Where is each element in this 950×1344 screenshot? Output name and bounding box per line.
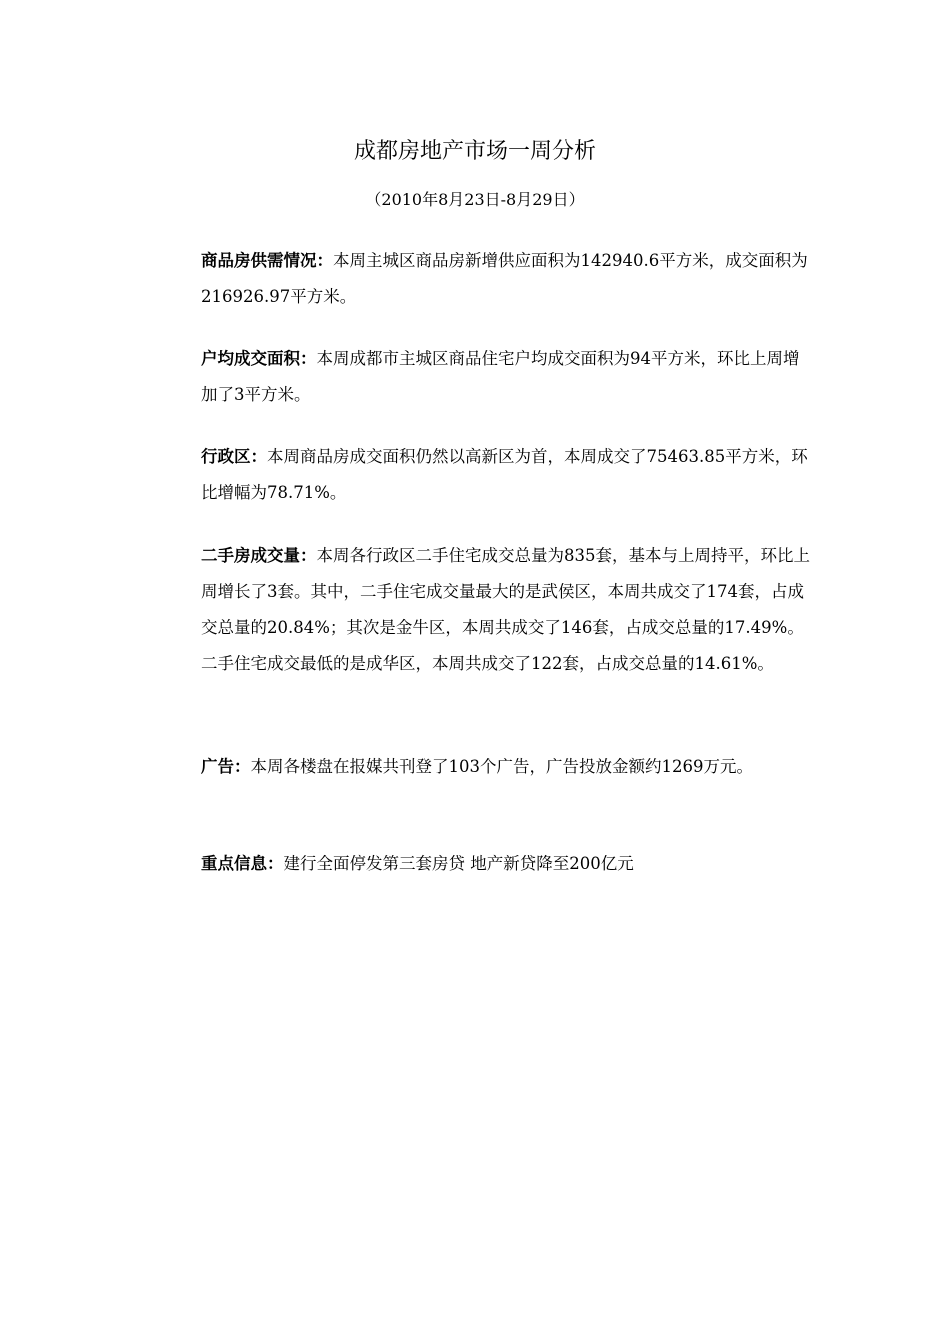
section-text: 本周商品房成交面积仍然以高新区为首，本周成交了75463.85平方米，环比增幅为78.71%。 [201, 447, 808, 502]
section-text: 本周各楼盘在报媒共刊登了103个广告，广告投放金额约1269万元。 [250, 757, 753, 776]
section-resale-volume [201, 538, 811, 682]
section-label: 重点信息： [201, 854, 284, 873]
date-range: （2010年8月23日-8月29日） [365, 190, 585, 209]
section-text: 本周主城区商品房新增供应面积为142940.6平方米，成交面积为216926.97平方米。 [201, 251, 808, 306]
section-label: 户均成交面积： [201, 349, 317, 368]
section-supply-demand [201, 243, 811, 315]
section-advertising [201, 749, 811, 785]
section-text: 建行全面停发第三套房贷 地产新贷降至200亿元 [283, 854, 634, 873]
section-label: 广告： [201, 757, 251, 776]
section-text: 本周各行政区二手住宅成交总量为835套，基本与上周持平，环比上周增长了3套。其中，二手住宅成交量最大的是武侯区，本周共成交了174套，占成交总量的20.84%；其次是金牛区，本周共成交了146套，占成交总量的17.49%。二手住宅成交最低的是成华区，本周共成交了122套，占成交总量的14.61%。 [201, 546, 810, 673]
section-label: 二手房成交量： [201, 546, 317, 565]
section-label: 商品房供需情况： [201, 251, 333, 270]
section-district [201, 439, 811, 511]
section-key-info [201, 846, 811, 882]
section-average-area [201, 341, 811, 413]
document-title: 成都房地产市场一周分析 [353, 139, 596, 164]
section-label: 行政区： [201, 447, 267, 466]
section-text: 本周成都市主城区商品住宅户均成交面积为94平方米，环比上周增加了3平方米。 [201, 349, 800, 404]
